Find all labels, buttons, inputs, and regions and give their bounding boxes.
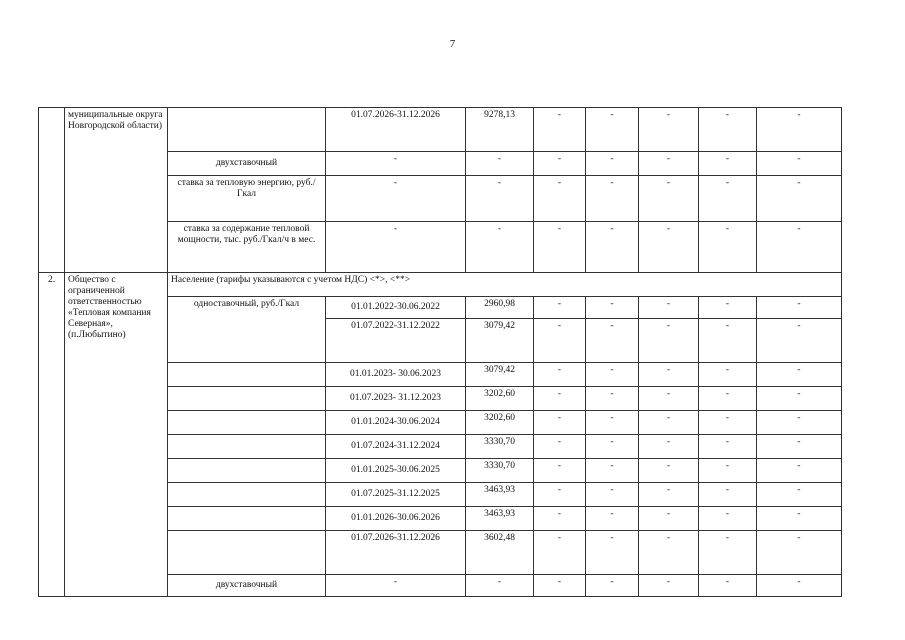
empty-value: - [757,411,842,435]
tariff-value: 9278,13 [466,108,534,152]
empty-value: - [586,319,639,363]
organization-name: Общество с ограниченной ответственностью «Тепловая компания Северная», (п.Любытино) [65,273,168,597]
empty-value: - [639,459,699,483]
empty-value: - [466,222,534,273]
empty-value: - [699,387,757,411]
period-cell: 01.01.2024-30.06.2024 [326,411,466,435]
period-cell: 01.07.2026-31.12.2026 [326,531,466,575]
period-cell: 01.01.2022-30.06.2022 [326,297,466,319]
empty-value: - [639,575,699,597]
empty-value: - [639,108,699,152]
tariff-value: 3330,70 [466,459,534,483]
empty-value: - [757,222,842,273]
empty-value: - [699,108,757,152]
period-cell: 01.07.2026-31.12.2026 [326,108,466,152]
empty-value: - [757,108,842,152]
tariff-value: 3463,93 [466,507,534,531]
empty-value: - [586,531,639,575]
tariff-type-label: ставка за содержание тепловой мощности, тыс. руб./Гкал/ч в мес. [168,222,326,273]
empty-value: - [534,575,586,597]
empty-value: - [639,507,699,531]
period-cell: 01.01.2023- 30.06.2023 [326,363,466,387]
tariff-type-cell [168,531,326,575]
empty-value: - [639,297,699,319]
empty-value: - [757,363,842,387]
empty-value: - [534,435,586,459]
table-row [39,273,842,297]
empty-value: - [534,411,586,435]
empty-value: - [639,176,699,222]
empty-value: - [534,531,586,575]
empty-value: - [586,108,639,152]
table-row [39,108,842,152]
empty-value: - [639,483,699,507]
empty-value: - [586,222,639,273]
empty-value: - [534,483,586,507]
tariff-value: 3202,60 [466,411,534,435]
empty-value: - [586,363,639,387]
empty-value: - [699,222,757,273]
tariff-type-label: двухставочный [168,152,326,176]
empty-value: - [534,152,586,176]
empty-value: - [699,176,757,222]
tariff-type-cell [168,507,326,531]
empty-value: - [699,363,757,387]
tariff-value: 3330,70 [466,435,534,459]
period-cell: 01.01.2026-30.06.2026 [326,507,466,531]
empty-value: - [586,575,639,597]
period-cell: 01.01.2025-30.06.2025 [326,459,466,483]
tariff-type-cell [168,435,326,459]
tariff-table [38,107,842,597]
empty-value: - [534,108,586,152]
empty-value: - [586,411,639,435]
empty-value: - [757,435,842,459]
empty-value: - [586,483,639,507]
period-cell: 01.07.2023- 31.12.2023 [326,387,466,411]
empty-value: - [534,459,586,483]
empty-value: - [699,152,757,176]
empty-value: - [326,222,466,273]
empty-value: - [534,176,586,222]
row-number: 2. [39,273,65,597]
empty-value: - [699,411,757,435]
tariff-type-cell [168,411,326,435]
page-number: 7 [449,38,456,50]
empty-value: - [757,152,842,176]
period-cell: 01.07.2022-31.12.2022 [326,319,466,363]
empty-value: - [586,297,639,319]
period-cell: 01.07.2025-31.12.2025 [326,483,466,507]
empty-value: - [757,387,842,411]
empty-value: - [639,152,699,176]
empty-value: - [639,363,699,387]
tariff-value: 2960,98 [466,297,534,319]
empty-value: - [639,387,699,411]
tariff-type-label: двухставочный [168,575,326,597]
row-number-cell [39,108,65,273]
empty-value: - [757,297,842,319]
empty-value: - [586,435,639,459]
empty-value: - [699,507,757,531]
empty-value: - [757,507,842,531]
tariff-value: 3079,42 [466,363,534,387]
empty-value: - [639,411,699,435]
empty-value: - [586,459,639,483]
empty-value: - [586,387,639,411]
empty-value: - [699,531,757,575]
tariff-type-cell [168,108,326,152]
empty-value: - [326,575,466,597]
empty-value: - [699,459,757,483]
empty-value: - [534,387,586,411]
empty-value: - [639,222,699,273]
empty-value: - [757,531,842,575]
period-cell: 01.07.2024-31.12.2024 [326,435,466,459]
empty-value: - [534,297,586,319]
empty-value: - [466,176,534,222]
tariff-type-label: ставка за тепловую энергию, руб./Гкал [168,176,326,222]
empty-value: - [699,483,757,507]
empty-value: - [586,507,639,531]
tariff-value: 3079,42 [466,319,534,363]
empty-value: - [326,176,466,222]
empty-value: - [466,575,534,597]
tariff-type-cell [168,459,326,483]
organization-name: муниципальные округа Новгородской области) [65,108,168,273]
empty-value: - [534,222,586,273]
tariff-type-cell [168,387,326,411]
tariff-type-cell [168,363,326,387]
empty-value: - [699,575,757,597]
empty-value: - [466,152,534,176]
empty-value: - [534,319,586,363]
empty-value: - [757,319,842,363]
empty-value: - [699,435,757,459]
empty-value: - [757,176,842,222]
empty-value: - [699,297,757,319]
tariff-type-label: одноставочный, руб./Гкал [168,297,326,363]
empty-value: - [586,176,639,222]
empty-value: - [326,152,466,176]
empty-value: - [757,575,842,597]
empty-value: - [586,152,639,176]
empty-value: - [699,319,757,363]
section-header: Население (тарифы указываются с учетом НДС) <*>, <**> [168,273,842,297]
tariff-type-cell [168,483,326,507]
empty-value: - [639,531,699,575]
empty-value: - [757,459,842,483]
tariff-value: 3202,60 [466,387,534,411]
empty-value: - [757,483,842,507]
tariff-value: 3463,93 [466,483,534,507]
empty-value: - [534,363,586,387]
empty-value: - [639,319,699,363]
empty-value: - [639,435,699,459]
empty-value: - [534,507,586,531]
tariff-value: 3602,48 [466,531,534,575]
